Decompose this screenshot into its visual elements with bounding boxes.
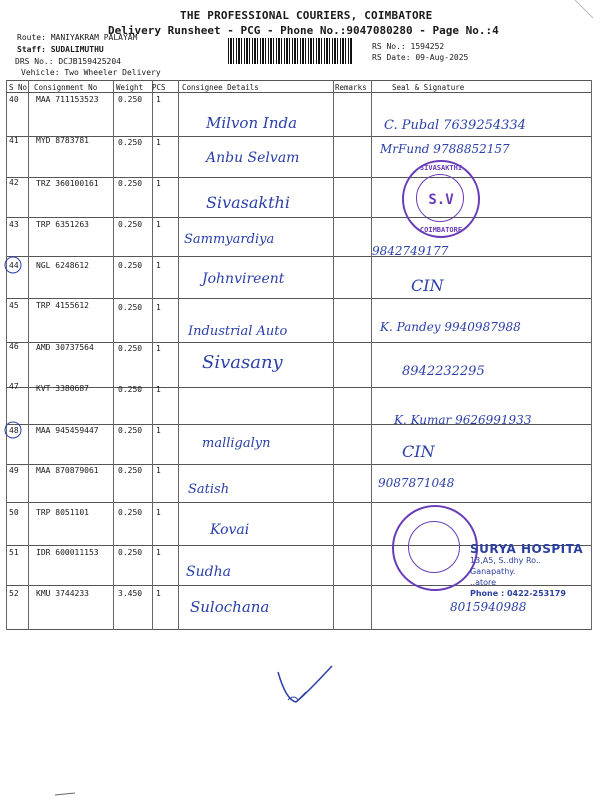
handwritten-consignee: Johnvireent (202, 271, 285, 287)
stamp-top-text: SIVASAKTHI (419, 164, 463, 172)
row-pcs: 1 (156, 385, 161, 394)
route-label: Route: MANIYAKRAM PALAYAM (17, 33, 138, 42)
hospital-name: SURYA HOSPITA (470, 542, 584, 556)
page-subtitle: Delivery Runsheet - PCG - Phone No.:9047080280 - Page No.:4 (108, 24, 499, 37)
row-consignment: KMU 3744233 (36, 589, 89, 598)
handwritten-consignee: Milvon Inda (206, 114, 298, 132)
handwritten-signature: CIN (402, 442, 435, 461)
row-consignment: MAA 711153523 (36, 95, 99, 104)
row-pcs: 1 (156, 303, 161, 312)
hospital-address-2: Ganapathy. (470, 567, 516, 576)
handwritten-signature: K. Pandey 9940987988 (380, 320, 521, 334)
handwritten-consignee: Industrial Auto (188, 324, 288, 339)
stamp-bottom-text: COIMBATORE (419, 226, 463, 234)
row-pcs: 1 (156, 548, 161, 557)
row-sno: 50 (9, 508, 19, 517)
row-weight: 0.250 (118, 303, 143, 312)
drs-number: DRS No.: DCJB159425204 (15, 57, 121, 66)
row-pcs: 1 (156, 179, 161, 188)
row-weight: 0.250 (118, 385, 143, 394)
handwritten-signature: C. Pubal 7639254334 (384, 118, 526, 133)
row-consignment: IDR 600011153 (36, 548, 99, 557)
row-sno: 43 (9, 220, 19, 229)
row-sno: 52 (9, 589, 19, 598)
rs-number: RS No.: 1594252 (372, 42, 445, 51)
handwritten-signature: 8015940988 (450, 600, 527, 614)
row-sno: 46 (9, 342, 19, 351)
row-weight: 0.250 (118, 220, 143, 229)
row-consignment: TRP 8051101 (36, 508, 89, 517)
handwritten-signature: CIN (411, 276, 444, 295)
header-remarks: Remarks (335, 83, 367, 92)
header-weight: Weight (116, 83, 144, 92)
row-pcs: 1 (156, 261, 161, 270)
handwritten-consignee: Satish (188, 482, 230, 497)
handwritten-consignee: Kovai (210, 522, 250, 538)
header-sno: S No (9, 83, 28, 92)
row-sno: 41 (9, 136, 19, 145)
row-weight: 0.250 (118, 466, 143, 475)
row-consignment: TRP 4155612 (36, 301, 89, 310)
circle-mark-44 (5, 257, 21, 273)
corner-fold (575, 0, 593, 18)
row-sno: 44 (9, 261, 19, 270)
tick-mark (278, 666, 332, 702)
hospital-phone: Phone : 0422-253179 (470, 589, 566, 598)
handwritten-consignee: Sudha (186, 564, 231, 580)
row-sno: 51 (9, 548, 19, 557)
header-consignment: Consignment No (34, 83, 98, 92)
row-sno: 40 (9, 95, 19, 104)
handwritten-consignee: Sammyardiya (184, 232, 275, 247)
row-weight: 0.250 (118, 95, 143, 104)
row-pcs: 1 (156, 508, 161, 517)
handwritten-consignee: Sulochana (190, 598, 270, 616)
handwritten-consignee: Sivasany (202, 352, 283, 373)
rs-date: RS Date: 09-Aug-2025 (372, 53, 469, 62)
row-weight: 0.250 (118, 426, 143, 435)
handwritten-signature: 8942232295 (402, 364, 485, 379)
hospital-address-3: ..atore (470, 578, 497, 587)
row-consignment: AMD 30737564 (36, 343, 94, 352)
row-pcs: 1 (156, 220, 161, 229)
row-consignment: NGL 6248612 (36, 261, 89, 270)
handwritten-signature: K. Kumar 9626991933 (394, 413, 532, 427)
handwritten-consignee: Sivasakthi (206, 193, 290, 212)
row-pcs: 1 (156, 426, 161, 435)
row-pcs: 1 (156, 138, 161, 147)
bottom-mark (55, 793, 75, 795)
row-sno: 49 (9, 466, 19, 475)
row-consignment: MYD 8783781 (36, 136, 89, 145)
handwritten-signature: MrFund 9788852157 (380, 142, 510, 156)
handwritten-consignee: malligalyn (202, 436, 271, 451)
handwritten-consignee: Anbu Selvam (206, 150, 300, 166)
row-sno: 47 (9, 382, 19, 391)
circle-mark-48 (5, 422, 21, 438)
row-weight: 0.250 (118, 508, 143, 517)
row-weight: 0.250 (118, 548, 143, 557)
header-seal-signature: Seal & Signature (392, 83, 465, 92)
row-pcs: 1 (156, 589, 161, 598)
row-sno: 48 (9, 426, 19, 435)
row-weight: 0.250 (118, 179, 143, 188)
header-consignee: Consignee Details (182, 83, 259, 92)
row-weight: 0.250 (118, 261, 143, 270)
handwritten-signature: 9842749177 (372, 244, 449, 258)
row-weight: 3.450 (118, 589, 143, 598)
row-weight: 0.250 (118, 138, 143, 147)
handwritten-signature: 9087871048 (378, 476, 455, 490)
row-sno: 42 (9, 178, 19, 187)
row-consignment: MAA 870879061 (36, 466, 99, 475)
hospital-address-1: 13,A5, S..dhy Ro.. (470, 556, 541, 565)
row-pcs: 1 (156, 344, 161, 353)
row-consignment: TRZ 360100161 (36, 179, 99, 188)
row-pcs: 1 (156, 466, 161, 475)
row-pcs: 1 (156, 95, 161, 104)
page-title: THE PROFESSIONAL COURIERS, COIMBATORE (180, 9, 433, 22)
vehicle-label: Vehicle: Two Wheeler Delivery (21, 68, 161, 77)
staff-label: Staff: SUDALIMUTHU (17, 45, 104, 54)
row-weight: 0.250 (118, 344, 143, 353)
row-consignment: KVT 3380687 (36, 384, 89, 393)
stamp-center-text: S.V (428, 192, 454, 208)
row-consignment: TRP 6351263 (36, 220, 89, 229)
header-pcs: PCS (152, 83, 166, 92)
row-sno: 45 (9, 301, 19, 310)
row-consignment: MAA 945459447 (36, 426, 99, 435)
